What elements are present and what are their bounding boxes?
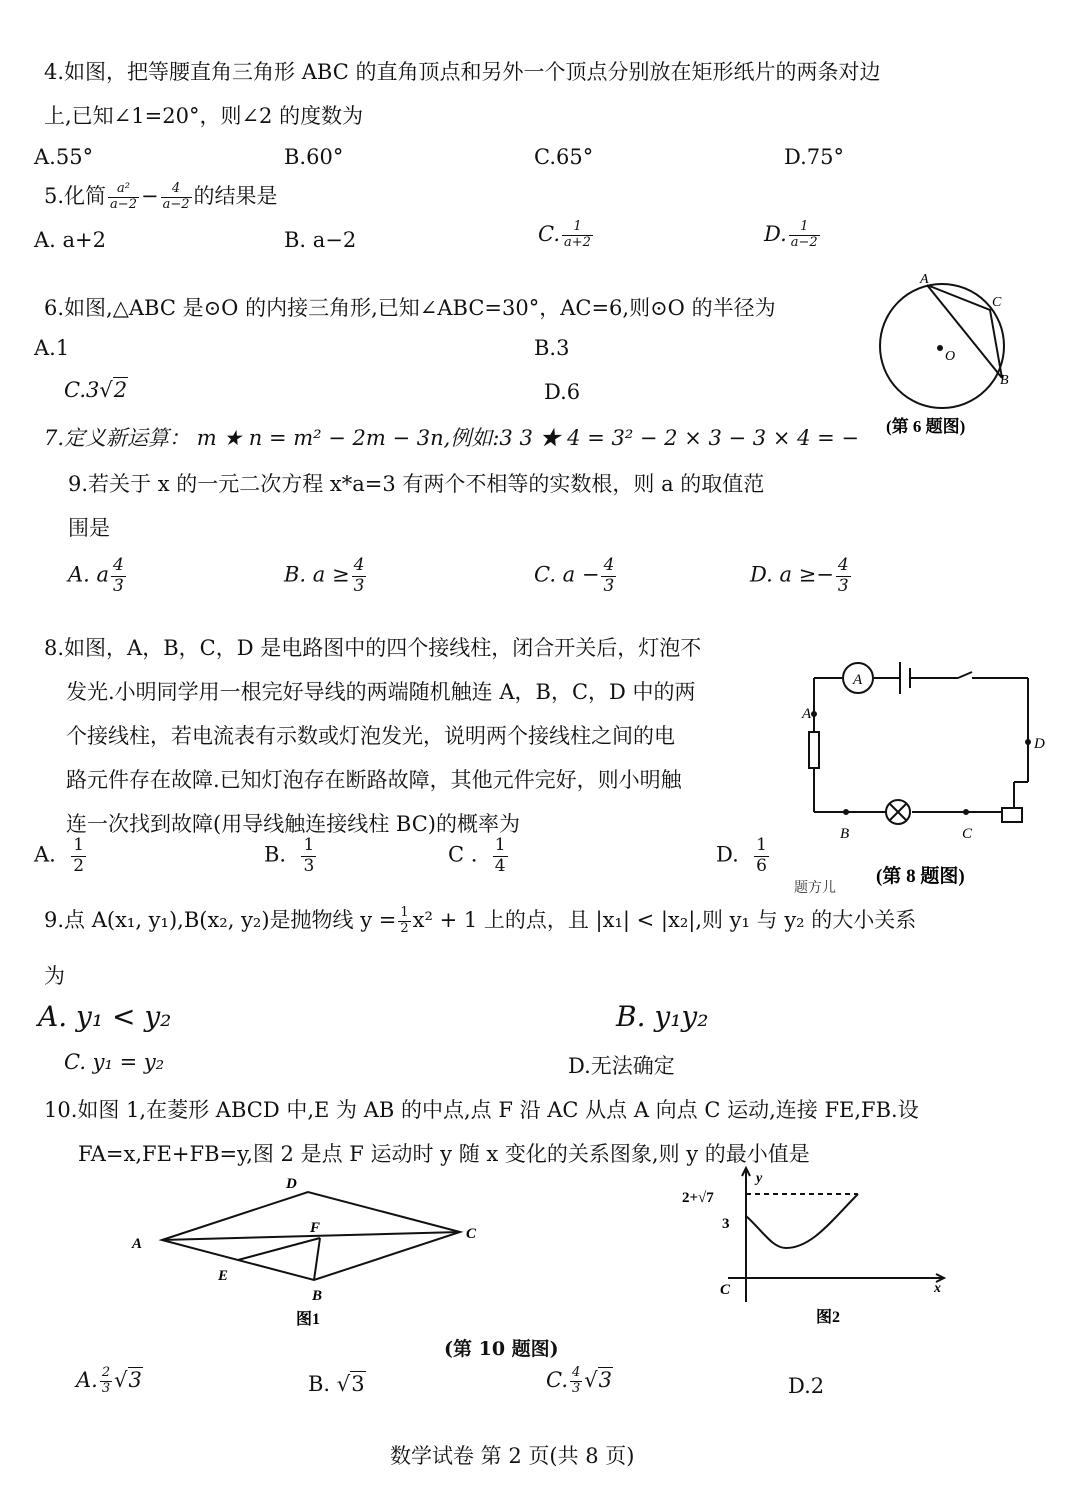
terminal-c [963,809,969,815]
q9-option-b: B. y₁y₂ [616,1000,709,1033]
segment-fe [238,1238,320,1260]
q8-line1: 8.如图，A，B，C，D 是电路图中的四个接线柱，闭合开关后，灯泡不 [44,636,702,660]
q10-figure-1 [120,1168,500,1332]
q8-caption: (第 8 题图) [876,866,965,887]
y-label-3: 3 [722,1216,730,1232]
q8-line5: 连一次找到故障(用导线触连接线柱 BC)的概率为 [66,812,520,836]
q10-caption: (第 10 题图) [444,1338,559,1360]
label-a: A [920,272,929,287]
q10-option-a: A. $\frac{2}{3}$ √3 [76,1365,142,1396]
switch-icon [958,672,972,678]
label-e: E [218,1268,229,1284]
triangle-abc [927,285,1002,378]
q7-line1: 7.定义新运算： m ★ n = m² − 2m − 3n,例如:3 3 ★ 4 = 3² − 2 × 3 − 3 × 4 = − [44,426,860,450]
q10-line2: FA=x,FE+FB=y,图 2 是点 F 运动时 y 随 x 变化的关系图象,则 y 的最小值是 [78,1142,810,1166]
label-c: C [962,826,973,842]
q8-line2: 发光.小明同学用一根完好导线的两端随机触连 A，B，C，D 中的两 [66,680,696,704]
function-curve [746,1194,858,1248]
q9-line1: 9.点 A(x₁, y₁),B(x₂, y₂)是抛物线 y = $\frac{1}{2}$ x² + 1 上的点，且 |x₁| < |x₂|,则 y₁ 与 y₂ 的大小关系 [44,905,917,936]
q4-option-a: A.55° [34,145,94,169]
q9-option-d: D.无法确定 [568,1054,675,1078]
q9-option-a: A. y₁ < y₂ [38,1000,172,1033]
label-b: B [840,826,850,842]
q7-option-c: C. a − $\frac{4}{3}$ [534,555,615,596]
segment-fb [314,1238,320,1280]
ammeter-label: A [853,672,863,688]
q10-line1: 10.如图 1,在菱形 ABCD 中,E 为 AB 的中点,点 F 沿 AC 从点 A 向点 C 运动,连接 FE,FB.设 [44,1098,919,1122]
fig1-caption: 图1 [296,1311,321,1328]
rheostat-icon [1002,808,1022,822]
q6-option-a: A.1 [34,336,70,360]
q8-line4: 路元件存在故障.已知灯泡存在断路故障，其他元件完好，则小明触 [66,768,682,792]
origin-label: C [720,1282,731,1298]
q4-line2: 上,已知∠1=20°，则∠2 的度数为 [44,104,364,128]
label-a: A [802,706,812,722]
label-d: D [286,1176,297,1192]
q6-option-d: D.6 [544,380,581,404]
label-c: C [992,295,1002,310]
terminal-d [1025,739,1031,745]
y-axis-label: y [756,1171,763,1186]
label-o: O [945,349,956,364]
label-f: F [310,1220,321,1236]
q5-fraction-1: $\frac{\text{a²}}{a-2}$ [110,181,137,212]
q5-option-b: B. a−2 [284,228,357,252]
q8-option-a: A. $\frac{1}{2}$ [34,835,85,876]
q5-stem: 5.化简 $\frac{\text{a²}}{a-2}$ − $\frac{4}{a-2}$ 的结果是 [44,181,278,212]
label-c: C [466,1226,477,1242]
label-d: D [1034,736,1045,752]
page-fragment: 题方儿 [794,881,836,894]
q6-caption: (第 6 题图) [886,417,966,436]
q4-option-b: B.60° [284,145,344,169]
q8-line3: 个接线柱，若电流表有示数或灯泡发光，说明两个接线柱之间的电 [66,724,675,748]
q8-option-d: D. $\frac{1}{6}$ [716,835,767,876]
q10-figure-2-graph [672,1160,962,1332]
q10-option-c: C. $\frac{4}{3}$ √3 [546,1365,613,1396]
terminal-a [811,711,817,717]
label-b: B [312,1288,323,1304]
q5-option-d: D. $\frac{1}{a-2}$ [764,219,818,250]
q7-option-d: D. a ≥− $\frac{4}{3}$ [750,555,849,596]
q7-line3: 围是 [68,516,110,540]
q10-option-b: B. √3 [308,1372,365,1396]
q6-option-c: C.3√2 [64,378,128,402]
label-b: B [1000,373,1009,388]
q10-option-d: D.2 [788,1374,825,1398]
q4-option-c: C.65° [534,145,594,169]
q9-line2: 为 [44,964,65,988]
q6-stem: 6.如图,△ABC 是⊙O 的内接三角形,已知∠ABC=30°，AC=6,则⊙O 的半径为 [44,296,776,320]
center-point [937,345,943,351]
q7-option-b: B. a ≥ $\frac{4}{3}$ [284,555,365,596]
q9-option-c: C. y₁ = y₂ [64,1050,165,1074]
q4-option-d: D.75° [784,145,844,169]
label-a: A [132,1236,143,1252]
terminal-b [843,809,849,815]
q7-option-a: A. a $\frac{4}{3}$ [68,555,124,596]
fig2-caption: 图2 [816,1309,841,1326]
q4-line1: 4.如图，把等腰直角三角形 ABC 的直角顶点和另外一个顶点分别放在矩形纸片的两条对边 [44,60,881,84]
q5-fraction-2: $\frac{4}{a-2}$ [162,181,190,212]
q7-line2: 9.若关于 x 的一元二次方程 x*a=3 有两个不相等的实数根，则 a 的取值范 [68,472,765,496]
page-footer: 数学试卷 第 2 页(共 8 页) [390,1444,635,1468]
q8-option-b: B. $\frac{1}{3}$ [264,835,315,876]
q6-option-b: B.3 [534,336,570,360]
q8-circuit-figure [790,648,1060,894]
resistor-icon [809,732,819,768]
y-top-label: 2+√7 [682,1190,714,1206]
q8-option-c: C . $\frac{1}{4}$ [448,835,506,876]
q5-option-c: C. $\frac{1}{a+2}$ [538,219,591,250]
q5-option-a: A. a+2 [34,228,106,252]
x-axis-label: x [934,1281,941,1296]
q6-circle-figure [870,268,1020,440]
